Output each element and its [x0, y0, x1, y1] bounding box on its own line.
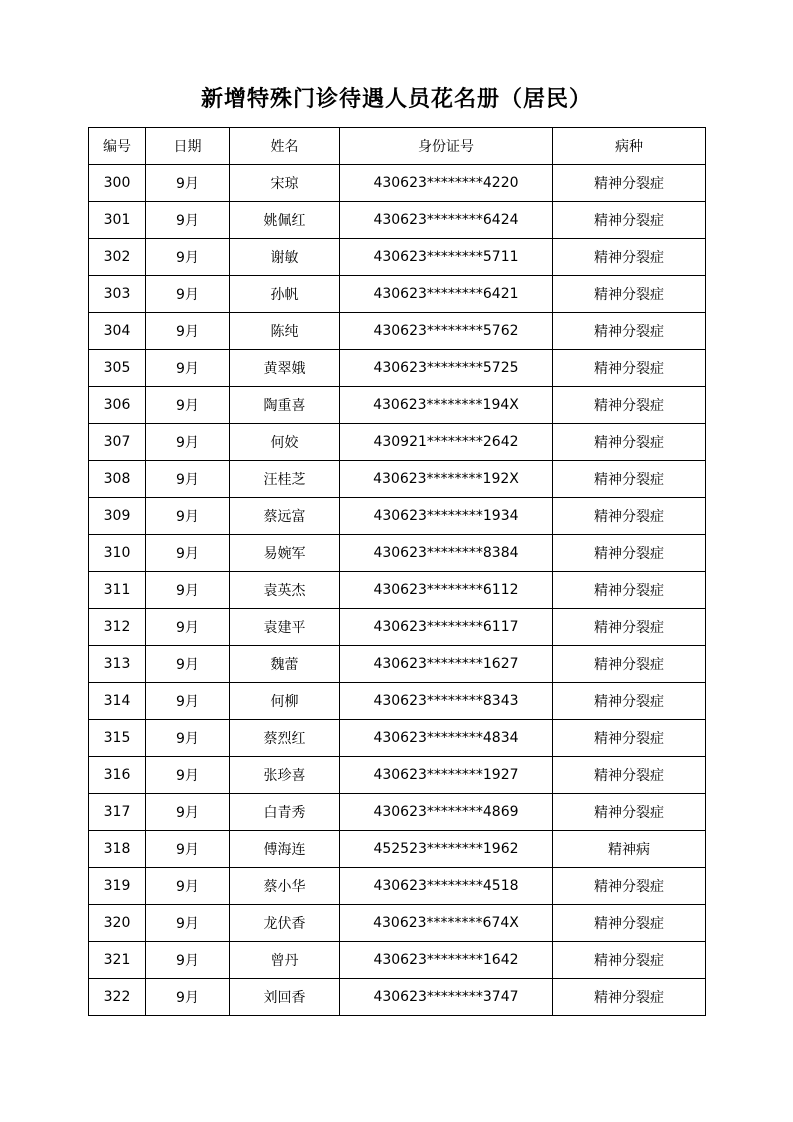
cell-number: 317 [89, 794, 146, 831]
table-row [89, 646, 706, 683]
cell-date: 9月 [146, 757, 230, 794]
column-header-date: 日期 [146, 128, 230, 165]
cell-name: 谢敏 [230, 239, 340, 276]
cell-disease: 精神分裂症 [553, 498, 706, 535]
table-row [89, 350, 706, 387]
cell-id-number: 430623********6112 [340, 572, 553, 609]
cell-date: 9月 [146, 350, 230, 387]
cell-disease: 精神分裂症 [553, 979, 706, 1016]
cell-date: 9月 [146, 905, 230, 942]
cell-number: 314 [89, 683, 146, 720]
cell-date: 9月 [146, 313, 230, 350]
cell-id-number: 430623********1934 [340, 498, 553, 535]
cell-disease: 精神分裂症 [553, 239, 706, 276]
cell-number: 319 [89, 868, 146, 905]
cell-date: 9月 [146, 387, 230, 424]
cell-date: 9月 [146, 868, 230, 905]
cell-number: 321 [89, 942, 146, 979]
table-row [89, 831, 706, 868]
cell-id-number: 430623********4834 [340, 720, 553, 757]
cell-date: 9月 [146, 276, 230, 313]
column-header-id-number: 身份证号 [340, 128, 553, 165]
cell-id-number: 430623********6421 [340, 276, 553, 313]
table-row [89, 683, 706, 720]
table-header [89, 128, 706, 165]
table-row [89, 868, 706, 905]
cell-number: 305 [89, 350, 146, 387]
cell-date: 9月 [146, 794, 230, 831]
cell-name: 陶重喜 [230, 387, 340, 424]
table-row [89, 165, 706, 202]
cell-id-number: 430623********5725 [340, 350, 553, 387]
cell-date: 9月 [146, 683, 230, 720]
cell-date: 9月 [146, 831, 230, 868]
cell-disease: 精神分裂症 [553, 942, 706, 979]
cell-name: 陈纯 [230, 313, 340, 350]
column-header-number: 编号 [89, 128, 146, 165]
cell-name: 何姣 [230, 424, 340, 461]
cell-date: 9月 [146, 202, 230, 239]
cell-name: 汪桂芝 [230, 461, 340, 498]
table-row [89, 535, 706, 572]
cell-disease: 精神分裂症 [553, 276, 706, 313]
cell-disease: 精神病 [553, 831, 706, 868]
cell-date: 9月 [146, 461, 230, 498]
cell-name: 易婉军 [230, 535, 340, 572]
cell-number: 315 [89, 720, 146, 757]
cell-name: 刘回香 [230, 979, 340, 1016]
table-row [89, 202, 706, 239]
cell-date: 9月 [146, 720, 230, 757]
cell-name: 孙帆 [230, 276, 340, 313]
cell-name: 白青秀 [230, 794, 340, 831]
cell-disease: 精神分裂症 [553, 387, 706, 424]
cell-name: 魏蕾 [230, 646, 340, 683]
cell-id-number: 430623********6117 [340, 609, 553, 646]
cell-disease: 精神分裂症 [553, 609, 706, 646]
cell-disease: 精神分裂症 [553, 868, 706, 905]
cell-date: 9月 [146, 239, 230, 276]
table-row [89, 905, 706, 942]
cell-disease: 精神分裂症 [553, 461, 706, 498]
table-body [89, 165, 706, 1016]
cell-name: 龙伏香 [230, 905, 340, 942]
cell-name: 袁建平 [230, 609, 340, 646]
cell-disease: 精神分裂症 [553, 683, 706, 720]
cell-name: 蔡烈红 [230, 720, 340, 757]
table-row [89, 387, 706, 424]
table-row [89, 313, 706, 350]
cell-number: 301 [89, 202, 146, 239]
cell-disease: 精神分裂症 [553, 313, 706, 350]
cell-name: 傅海连 [230, 831, 340, 868]
cell-name: 宋琼 [230, 165, 340, 202]
cell-id-number: 452523********1962 [340, 831, 553, 868]
table-row [89, 720, 706, 757]
table-row [89, 498, 706, 535]
table-row [89, 461, 706, 498]
cell-number: 322 [89, 979, 146, 1016]
table-row [89, 794, 706, 831]
cell-id-number: 430623********1627 [340, 646, 553, 683]
cell-date: 9月 [146, 572, 230, 609]
table-row [89, 424, 706, 461]
cell-disease: 精神分裂症 [553, 424, 706, 461]
cell-id-number: 430623********674X [340, 905, 553, 942]
cell-number: 310 [89, 535, 146, 572]
cell-id-number: 430623********8384 [340, 535, 553, 572]
cell-name: 何柳 [230, 683, 340, 720]
cell-number: 320 [89, 905, 146, 942]
cell-disease: 精神分裂症 [553, 165, 706, 202]
column-header-name: 姓名 [230, 128, 340, 165]
cell-name: 张珍喜 [230, 757, 340, 794]
cell-date: 9月 [146, 498, 230, 535]
table-row [89, 942, 706, 979]
cell-id-number: 430623********8343 [340, 683, 553, 720]
cell-id-number: 430623********6424 [340, 202, 553, 239]
cell-number: 318 [89, 831, 146, 868]
roster-table [88, 127, 706, 1016]
cell-name: 蔡远富 [230, 498, 340, 535]
header-row [89, 128, 706, 165]
cell-number: 300 [89, 165, 146, 202]
cell-id-number: 430623********1927 [340, 757, 553, 794]
cell-date: 9月 [146, 424, 230, 461]
cell-name: 蔡小华 [230, 868, 340, 905]
cell-number: 308 [89, 461, 146, 498]
cell-disease: 精神分裂症 [553, 572, 706, 609]
cell-name: 袁英杰 [230, 572, 340, 609]
column-header-disease: 病种 [553, 128, 706, 165]
cell-id-number: 430623********1642 [340, 942, 553, 979]
table-row [89, 572, 706, 609]
cell-disease: 精神分裂症 [553, 646, 706, 683]
cell-id-number: 430623********3747 [340, 979, 553, 1016]
cell-id-number: 430921********2642 [340, 424, 553, 461]
page-title: 新增特殊门诊待遇人员花名册（居民） [200, 86, 592, 112]
cell-id-number: 430623********5762 [340, 313, 553, 350]
cell-date: 9月 [146, 165, 230, 202]
cell-number: 312 [89, 609, 146, 646]
table-row [89, 276, 706, 313]
table-row [89, 609, 706, 646]
cell-date: 9月 [146, 942, 230, 979]
cell-disease: 精神分裂症 [553, 905, 706, 942]
cell-date: 9月 [146, 609, 230, 646]
cell-disease: 精神分裂症 [553, 720, 706, 757]
cell-number: 316 [89, 757, 146, 794]
cell-number: 303 [89, 276, 146, 313]
cell-disease: 精神分裂症 [553, 350, 706, 387]
cell-number: 307 [89, 424, 146, 461]
cell-name: 曾丹 [230, 942, 340, 979]
cell-id-number: 430623********4220 [340, 165, 553, 202]
cell-date: 9月 [146, 979, 230, 1016]
cell-number: 304 [89, 313, 146, 350]
cell-number: 313 [89, 646, 146, 683]
cell-disease: 精神分裂症 [553, 794, 706, 831]
cell-name: 黄翠娥 [230, 350, 340, 387]
table-row [89, 979, 706, 1016]
table-row [89, 757, 706, 794]
cell-id-number: 430623********4869 [340, 794, 553, 831]
cell-number: 302 [89, 239, 146, 276]
cell-id-number: 430623********194X [340, 387, 553, 424]
cell-id-number: 430623********5711 [340, 239, 553, 276]
cell-number: 309 [89, 498, 146, 535]
cell-id-number: 430623********192X [340, 461, 553, 498]
cell-number: 306 [89, 387, 146, 424]
cell-name: 姚佩红 [230, 202, 340, 239]
cell-disease: 精神分裂症 [553, 757, 706, 794]
cell-disease: 精神分裂症 [553, 535, 706, 572]
cell-date: 9月 [146, 535, 230, 572]
cell-number: 311 [89, 572, 146, 609]
cell-disease: 精神分裂症 [553, 202, 706, 239]
cell-date: 9月 [146, 646, 230, 683]
table-row [89, 239, 706, 276]
cell-id-number: 430623********4518 [340, 868, 553, 905]
